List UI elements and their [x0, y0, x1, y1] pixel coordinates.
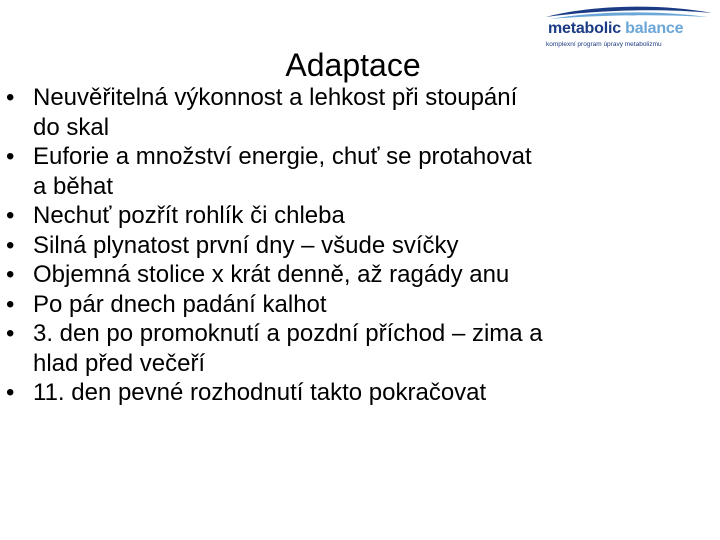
- logo-name-part2: balance: [625, 20, 684, 37]
- bullet-text: 3. den po promoknutí a pozdní příchod – zima a hlad před večeří: [33, 320, 543, 377]
- bullet-dot-icon: •: [6, 231, 15, 259]
- bullet-text: Euforie a množství energie, chuť se protahovat a běhat: [33, 143, 532, 200]
- bullet-dot-icon: •: [6, 290, 15, 318]
- bullet-text: Objemná stolice x krát denně, až ragády anu: [33, 261, 510, 288]
- metabolic-balance-logo: [540, 3, 720, 53]
- bullet-item: [0, 378, 720, 408]
- bullet-item: [0, 83, 720, 142]
- slide-title: Adaptace: [285, 47, 421, 84]
- bullet-text: Po pár dnech padání kalhot: [33, 290, 327, 318]
- logo-name: [548, 20, 683, 38]
- bullet-text: Silná plynatost první dny – všude svíčky: [33, 231, 459, 259]
- bullet-item: [0, 142, 720, 201]
- bullet-item: [0, 290, 720, 320]
- bullet-text: 11. den pevné rozhodnutí takto pokračovat: [33, 379, 487, 406]
- bullet-text: Nechuť pozřít rohlík či chleba: [33, 202, 345, 229]
- bullet-dot-icon: •: [6, 84, 15, 111]
- bullet-dot-icon: •: [6, 320, 15, 347]
- bullet-dot-icon: •: [6, 261, 15, 288]
- logo-tagline: komplexní program úpravy metabolizmu: [546, 41, 662, 48]
- bullet-dot-icon: •: [6, 202, 15, 229]
- bullet-item: [0, 260, 720, 290]
- logo-name-part1: metabolic: [548, 20, 621, 37]
- bullet-list: [0, 83, 720, 408]
- bullet-dot-icon: •: [6, 143, 15, 170]
- bullet-item: [0, 201, 720, 231]
- bullet-item: [0, 319, 720, 378]
- bullet-item: [0, 231, 720, 261]
- bullet-dot-icon: •: [6, 379, 15, 406]
- bullet-text: Neuvěřitelná výkonnost a lehkost při stoupání do skal: [33, 84, 518, 141]
